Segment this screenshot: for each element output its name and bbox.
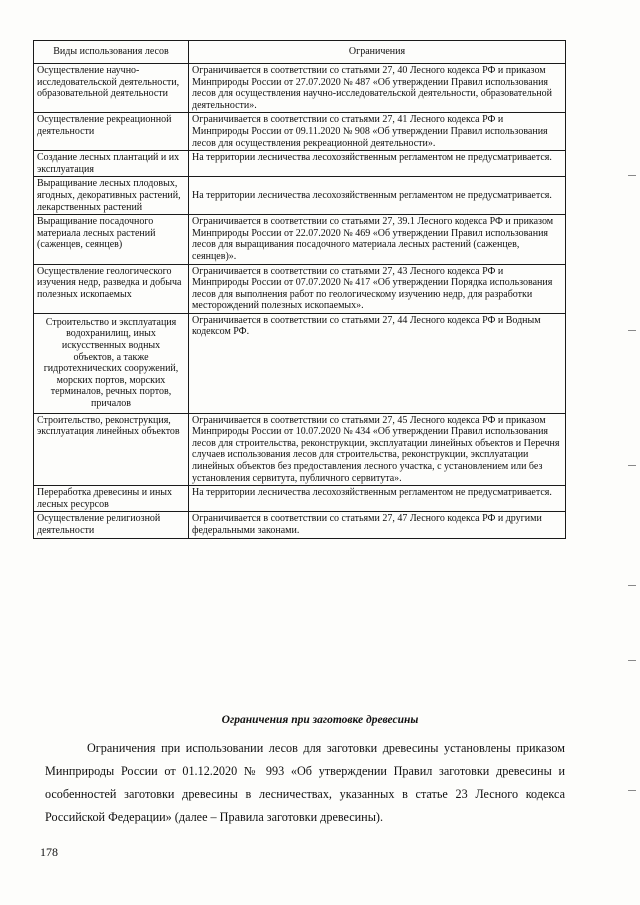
restriction-cell: Ограничивается в соответствии со статьями 27, 45 Лесного кодекса РФ и приказом Минприроды России от 10.07.2020 № 434 «Об утверждении Правил использования лесов для строительства, реконструкции, эксплуатации линейных объектов и Перечня случаев использования лесов для строительства, реконструкции, эксплуатации линейных объектов без предоставления лесного участка, с установлением или без установления сервитута, публичного сервитута». (189, 413, 566, 486)
table-row (34, 486, 566, 512)
table-row (34, 264, 566, 313)
scan-edge-mark (628, 465, 636, 466)
restriction-cell: На территории лесничества лесохозяйственным регламентом не предусматривается. (189, 151, 566, 177)
restriction-cell: Ограничивается в соответствии со статьями 27, 39.1 Лесного кодекса РФ и приказом Минприроды России от 22.07.2020 № 469 «Об утверждении Правил использования лесов для выращивания посадочного материала лесных растений (саженцев, сеянцев)». (189, 215, 566, 264)
restriction-cell: Ограничивается в соответствии со статьями 27, 44 Лесного кодекса РФ и Водным кодексом РФ. (189, 313, 566, 413)
header-forest-use: Виды использования лесов (34, 41, 189, 64)
forest-use-cell: Осуществление религиозной деятельности (34, 512, 189, 538)
table-row (34, 413, 566, 486)
section-heading: Ограничения при заготовке древесины (221, 714, 419, 726)
forest-use-cell: Строительство, реконструкция, эксплуатация линейных объектов (34, 413, 189, 486)
scan-edge-mark (628, 790, 636, 791)
forest-use-cell: Выращивание посадочного материала лесных растений (саженцев, сеянцев) (34, 215, 189, 264)
table-row (34, 215, 566, 264)
scan-edge-mark (628, 175, 636, 176)
restriction-cell: На территории лесничества лесохозяйственным регламентом не предусматривается. (189, 486, 566, 512)
restriction-cell: Ограничивается в соответствии со статьями 27, 47 Лесного кодекса РФ и другими федеральными законами. (189, 512, 566, 538)
forest-use-cell: Строительство и эксплуатация водохранилищ, иных искусственных водных объектов, а также гидротехнических сооружений, морских портов, морских терминалов, речных портов, причалов (34, 313, 189, 413)
forest-use-cell: Переработка древесины и иных лесных ресурсов (34, 486, 189, 512)
table-row (34, 113, 566, 151)
scan-edge-mark (628, 660, 636, 661)
restrictions-table (33, 40, 566, 539)
forest-use-cell: Осуществление рекреационной деятельности (34, 113, 189, 151)
restriction-cell: Ограничивается в соответствии со статьями 27, 40 Лесного кодекса РФ и приказом Минприроды России от 27.07.2020 № 487 «Об утверждении Правил использования лесов для осуществления научно-исследовательской деятельности, образовательной деятельности». (189, 64, 566, 113)
table-row (34, 64, 566, 113)
restriction-cell: На территории лесничества лесохозяйственным регламентом не предусматривается. (189, 177, 566, 215)
forest-use-cell: Создание лесных плантаций и их эксплуатация (34, 151, 189, 177)
table-header-row (34, 41, 566, 64)
page-number: 178 (40, 845, 58, 859)
restriction-cell: Ограничивается в соответствии со статьями 27, 43 Лесного кодекса РФ и Минприроды России от 07.07.2020 № 417 «Об утверждении Порядка использования лесов для выполнения работ по геологическому изучению недр, для разработки месторождений полезных ископаемых». (189, 264, 566, 313)
forest-use-cell: Выращивание лесных плодовых, ягодных, декоративных растений, лекарственных растений (34, 177, 189, 215)
header-restrictions: Ограничения (189, 41, 566, 64)
scan-edge-mark (628, 585, 636, 586)
table-row (34, 512, 566, 538)
forest-use-cell: Осуществление научно-исследовательской деятельности, образовательной деятельности (34, 64, 189, 113)
table-row (34, 177, 566, 215)
table-row (34, 151, 566, 177)
forest-use-cell: Осуществление геологического изучения недр, разведка и добыча полезных ископаемых (34, 264, 189, 313)
scan-edge-mark (628, 330, 636, 331)
table-row (34, 313, 566, 413)
restriction-cell: Ограничивается в соответствии со статьями 27, 41 Лесного кодекса РФ и Минприроды России от 09.11.2020 № 908 «Об утверждении Правил использования лесов для осуществления рекреационной деятельности». (189, 113, 566, 151)
body-paragraph: Ограничения при использовании лесов для заготовки древесины установлены приказом Минприроды России от 01.12.2020 № 993 «Об утверждении Правил заготовки древесины и особенностей заготовки древесины в лесничествах, указанных в статье 23 Лесного кодекса Российской Федерации» (далее – Правила заготовки древесины). (45, 741, 565, 824)
